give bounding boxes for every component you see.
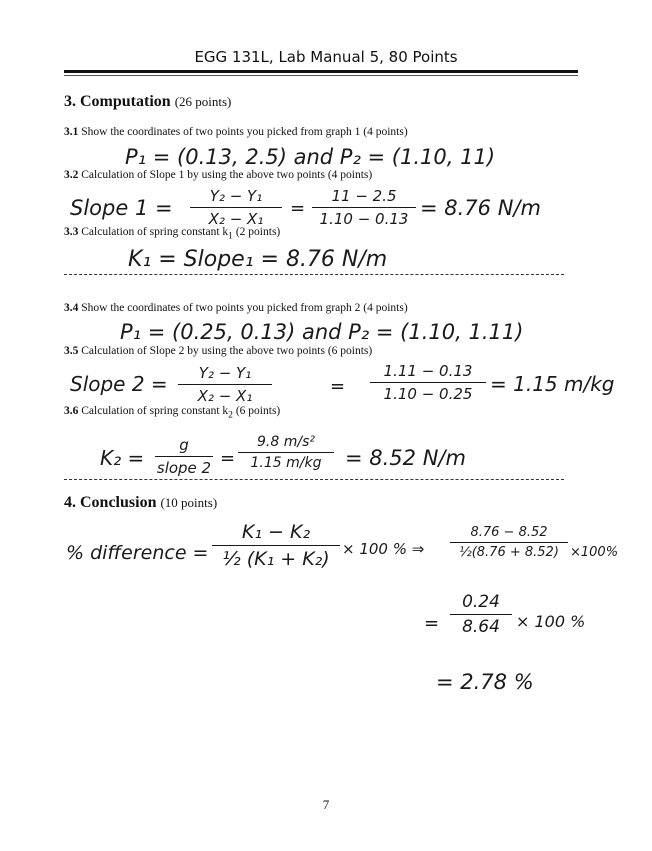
answer-3-5-fraction-2-numerator: 1.11 − 0.13 <box>383 362 473 380</box>
answer-3-2-fraction-1-numerator: Y₂ − Y₁ <box>209 187 263 205</box>
computation-heading-text: 3. Computation <box>64 93 171 110</box>
answer-3-6-fraction-2 <box>238 434 334 471</box>
answer-3-6-equals: = <box>220 448 236 469</box>
computation-heading <box>64 93 231 111</box>
answer-3-5-fraction-1-denominator: X₂ − X₁ <box>197 387 253 405</box>
answer-3-2-fraction-1 <box>190 187 282 228</box>
answer-3-5-fraction-2 <box>370 362 486 403</box>
question-3-4 <box>64 302 408 314</box>
answer-3-6-result: = 8.52 N/m <box>345 446 466 470</box>
answer-3-1: P₁ = (0.13, 2.5) and P₂ = (1.10, 11) <box>125 145 496 169</box>
answer-3-5-equals: = <box>330 376 346 397</box>
answer-3-5-fraction-1-numerator: Y₂ − Y₁ <box>198 364 252 382</box>
answer-3-6-fraction-2-numerator: 9.8 m/s² <box>257 434 315 450</box>
fraction-bar <box>312 207 416 208</box>
answer-3-5-result: = 1.15 m/kg <box>490 372 615 396</box>
question-3-6-text: Calculation of spring constant k <box>81 405 229 417</box>
question-3-6-tail: (6 points) <box>232 405 281 417</box>
header-rule-thick <box>64 70 578 73</box>
conclusion-fraction-3-numerator: 0.24 <box>462 592 500 612</box>
conclusion-fraction-3 <box>450 592 512 637</box>
conclusion-final-result: = 2.78 % <box>436 670 534 694</box>
question-3-2 <box>64 169 372 181</box>
separator-dashed-2 <box>64 479 564 480</box>
conclusion-heading <box>64 494 217 512</box>
question-3-2-text: Calculation of Slope 1 by using the above two points (4 points) <box>81 169 373 181</box>
page-header-title: EGG 131L, Lab Manual 5, 80 Points <box>194 48 458 66</box>
answer-3-2-result: = 8.76 N/m <box>420 196 541 220</box>
question-3-6-number: 3.6 <box>64 405 79 417</box>
answer-3-2-equals: = <box>290 198 306 219</box>
answer-3-5-label: Slope 2 = <box>70 372 168 396</box>
conclusion-equals-2: = <box>424 613 440 634</box>
question-3-5-text: Calculation of Slope 2 by using the above two points (6 points) <box>81 345 373 357</box>
question-3-1 <box>64 126 408 138</box>
fraction-bar <box>190 207 282 208</box>
conclusion-times-3: × 100 % <box>516 612 586 631</box>
fraction-bar <box>450 614 512 615</box>
question-3-4-text: Show the coordinates of two points you picked from graph 2 (4 points) <box>81 302 408 314</box>
conclusion-fraction-1-denominator: ½ (K₁ + K₂) <box>222 548 330 570</box>
conclusion-fraction-2-denominator: ½(8.76 + 8.52) <box>459 545 559 560</box>
separator-dashed-1 <box>64 274 564 275</box>
conclusion-fraction-1-numerator: K₁ − K₂ <box>241 521 311 543</box>
question-3-3-number: 3.3 <box>64 226 79 238</box>
fraction-bar <box>370 382 486 383</box>
answer-3-2-fraction-2 <box>312 187 416 228</box>
conclusion-fraction-2 <box>450 525 568 560</box>
conclusion-times-2: ×100% <box>570 545 619 560</box>
fraction-bar <box>155 456 213 457</box>
answer-3-6-fraction-1-denominator: slope 2 <box>156 459 212 477</box>
question-3-3-tail: (2 points) <box>232 226 281 238</box>
conclusion-fraction-1 <box>212 521 340 570</box>
conclusion-times-1: × 100 % ⇒ <box>342 540 425 558</box>
question-3-2-number: 3.2 <box>64 169 79 181</box>
answer-3-6-fraction-1-numerator: g <box>179 436 189 454</box>
answer-3-6-fraction-2-denominator: 1.15 m/kg <box>250 455 322 471</box>
answer-3-2-fraction-2-denominator: 1.10 − 0.13 <box>319 210 409 228</box>
answer-3-2-fraction-1-denominator: X₂ − X₁ <box>208 210 264 228</box>
conclusion-fraction-3-denominator: 8.64 <box>462 617 500 637</box>
answer-3-6-label: K₂ = <box>100 446 145 470</box>
question-3-3-text: Calculation of spring constant k <box>81 226 229 238</box>
question-3-6-subscript: 2 <box>228 409 233 421</box>
question-3-5-number: 3.5 <box>64 345 79 357</box>
question-3-5 <box>64 345 372 357</box>
conclusion-label: % difference = <box>66 542 209 564</box>
page-number: 7 <box>322 797 330 812</box>
question-3-3 <box>64 226 280 241</box>
fraction-bar <box>178 384 272 385</box>
answer-3-4: P₁ = (0.25, 0.13) and P₂ = (1.10, 1.11) <box>120 320 524 344</box>
question-3-3-subscript: 1 <box>228 230 233 242</box>
answer-3-2-fraction-2-numerator: 11 − 2.5 <box>331 187 397 205</box>
answer-3-3: K₁ = Slope₁ = 8.76 N/m <box>128 247 388 272</box>
conclusion-points: (10 points) <box>160 495 218 510</box>
header-rule-thin <box>64 75 578 76</box>
fraction-bar <box>212 545 340 546</box>
question-3-1-text: Show the coordinates of two points you picked from graph 1 (4 points) <box>81 126 408 138</box>
answer-3-5-fraction-1 <box>178 364 272 405</box>
conclusion-heading-text: 4. Conclusion <box>64 494 157 511</box>
fraction-bar <box>450 542 568 543</box>
conclusion-fraction-2-numerator: 8.76 − 8.52 <box>470 525 548 540</box>
answer-3-6-fraction-1 <box>155 436 213 477</box>
answer-3-5-fraction-2-denominator: 1.10 − 0.25 <box>383 385 473 403</box>
computation-points: (26 points) <box>174 94 232 109</box>
question-3-1-number: 3.1 <box>64 126 79 138</box>
fraction-bar <box>238 452 334 453</box>
answer-3-2-label: Slope 1 = <box>70 196 173 220</box>
question-3-6 <box>64 405 280 420</box>
question-3-4-number: 3.4 <box>64 302 79 314</box>
